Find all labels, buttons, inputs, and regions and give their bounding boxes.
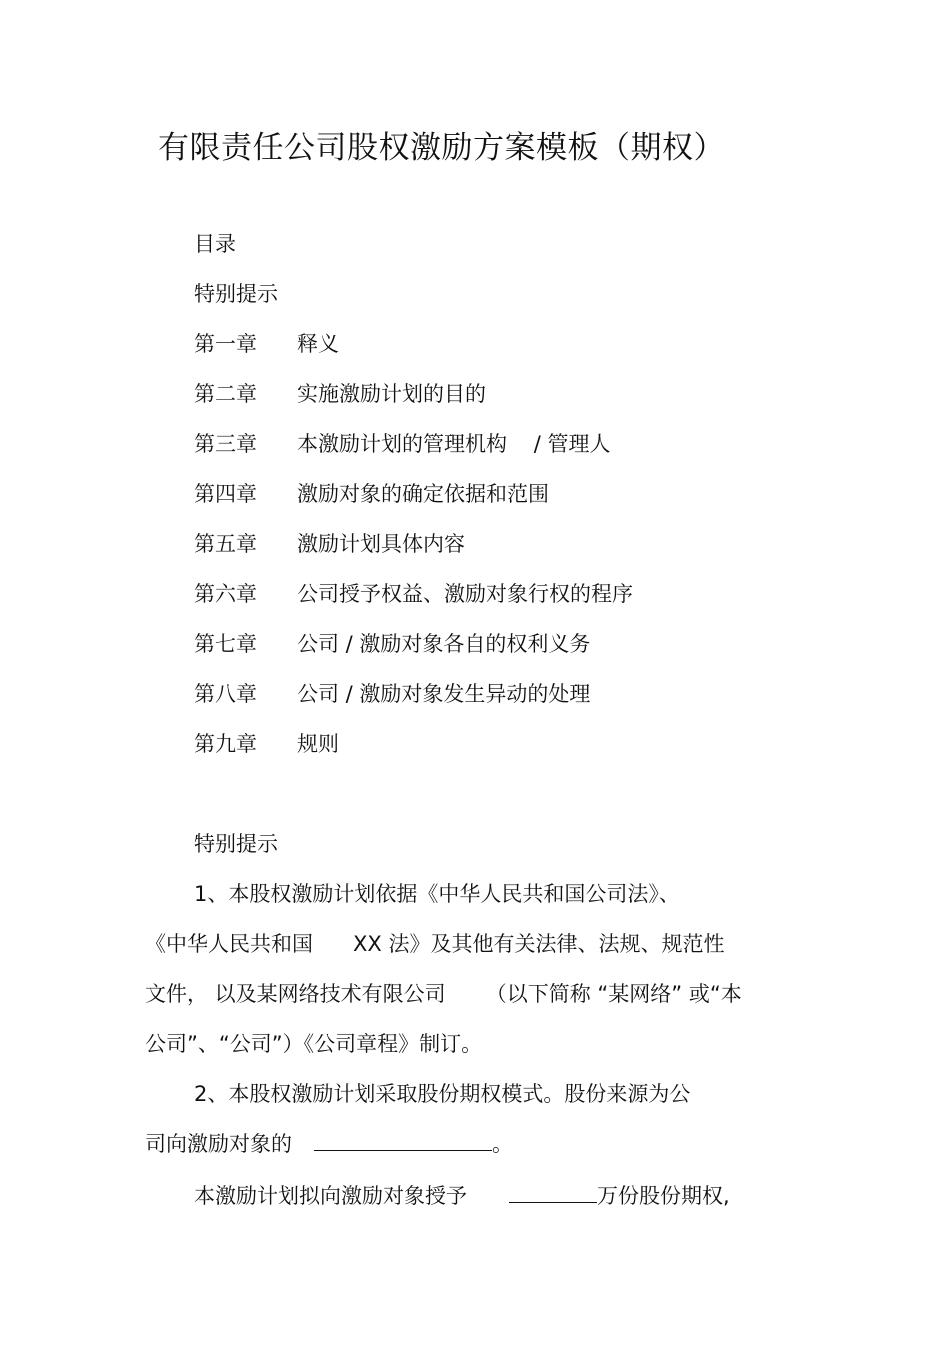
toc-heading: 目录 xyxy=(194,232,236,256)
text-fragment: 。 xyxy=(492,1132,513,1156)
paragraph-line xyxy=(194,1180,730,1210)
text-fragment: 万份股份期权, xyxy=(597,1184,730,1208)
toc-item xyxy=(194,678,590,708)
chapter-number: 第七章 xyxy=(194,632,257,656)
chapter-number: 第三章 xyxy=(194,432,257,456)
paragraph-line: 2、本股权激励计划采取股份期权模式。股份来源为公 xyxy=(194,1082,691,1106)
fill-in-blank[interactable] xyxy=(509,1184,597,1203)
chapter-title: 公司 / 激励对象发生异动的处理 xyxy=(297,682,591,706)
chapter-title: 公司授予权益、激励对象行权的程序 xyxy=(297,582,633,606)
chapter-title: 激励对象的确定依据和范围 xyxy=(297,482,549,506)
toc-item xyxy=(194,528,465,558)
toc-item xyxy=(194,478,549,508)
toc-item xyxy=(194,328,339,358)
paragraph-line: 《中华人民共和国 XX 法》及其他有关法律、法规、规范性 xyxy=(145,932,725,956)
section-heading: 特别提示 xyxy=(194,832,278,856)
paragraph-line: 文件， 以及某网络技术有限公司 （以下简称 “某网络” 或“本 xyxy=(145,982,742,1006)
chapter-title: 实施激励计划的目的 xyxy=(297,382,486,406)
paragraph-line xyxy=(145,1128,513,1158)
paragraph-line: 公司”、“公司”）《公司章程》制订。 xyxy=(145,1032,483,1056)
chapter-number: 第八章 xyxy=(194,682,257,706)
chapter-title: 公司 / 激励对象各自的权利义务 xyxy=(297,632,591,656)
chapter-number: 第二章 xyxy=(194,382,257,406)
toc-item xyxy=(194,578,633,608)
chapter-number: 第六章 xyxy=(194,582,257,606)
chapter-number: 第五章 xyxy=(194,532,257,556)
chapter-number: 第四章 xyxy=(194,482,257,506)
text-fragment: 本激励计划拟向激励对象授予 xyxy=(194,1184,467,1208)
toc-item xyxy=(194,728,339,758)
paragraph-line: 1、本股权激励计划依据《中华人民共和国公司法》、 xyxy=(194,882,680,906)
toc-item xyxy=(194,428,610,458)
chapter-title: 规则 xyxy=(297,732,339,756)
chapter-title: 本激励计划的管理机构 / 管理人 xyxy=(297,432,611,456)
toc-notice: 特别提示 xyxy=(194,282,278,306)
chapter-number: 第九章 xyxy=(194,732,257,756)
fill-in-blank[interactable] xyxy=(314,1132,492,1151)
text-fragment: 司向激励对象的 xyxy=(145,1132,292,1156)
chapter-number: 第一章 xyxy=(194,332,257,356)
chapter-title: 激励计划具体内容 xyxy=(297,532,465,556)
toc-item xyxy=(194,628,590,658)
toc-item xyxy=(194,378,486,408)
document-title: 有限责任公司股权激励方案模板（期权） xyxy=(158,130,725,166)
chapter-title: 释义 xyxy=(297,332,339,356)
